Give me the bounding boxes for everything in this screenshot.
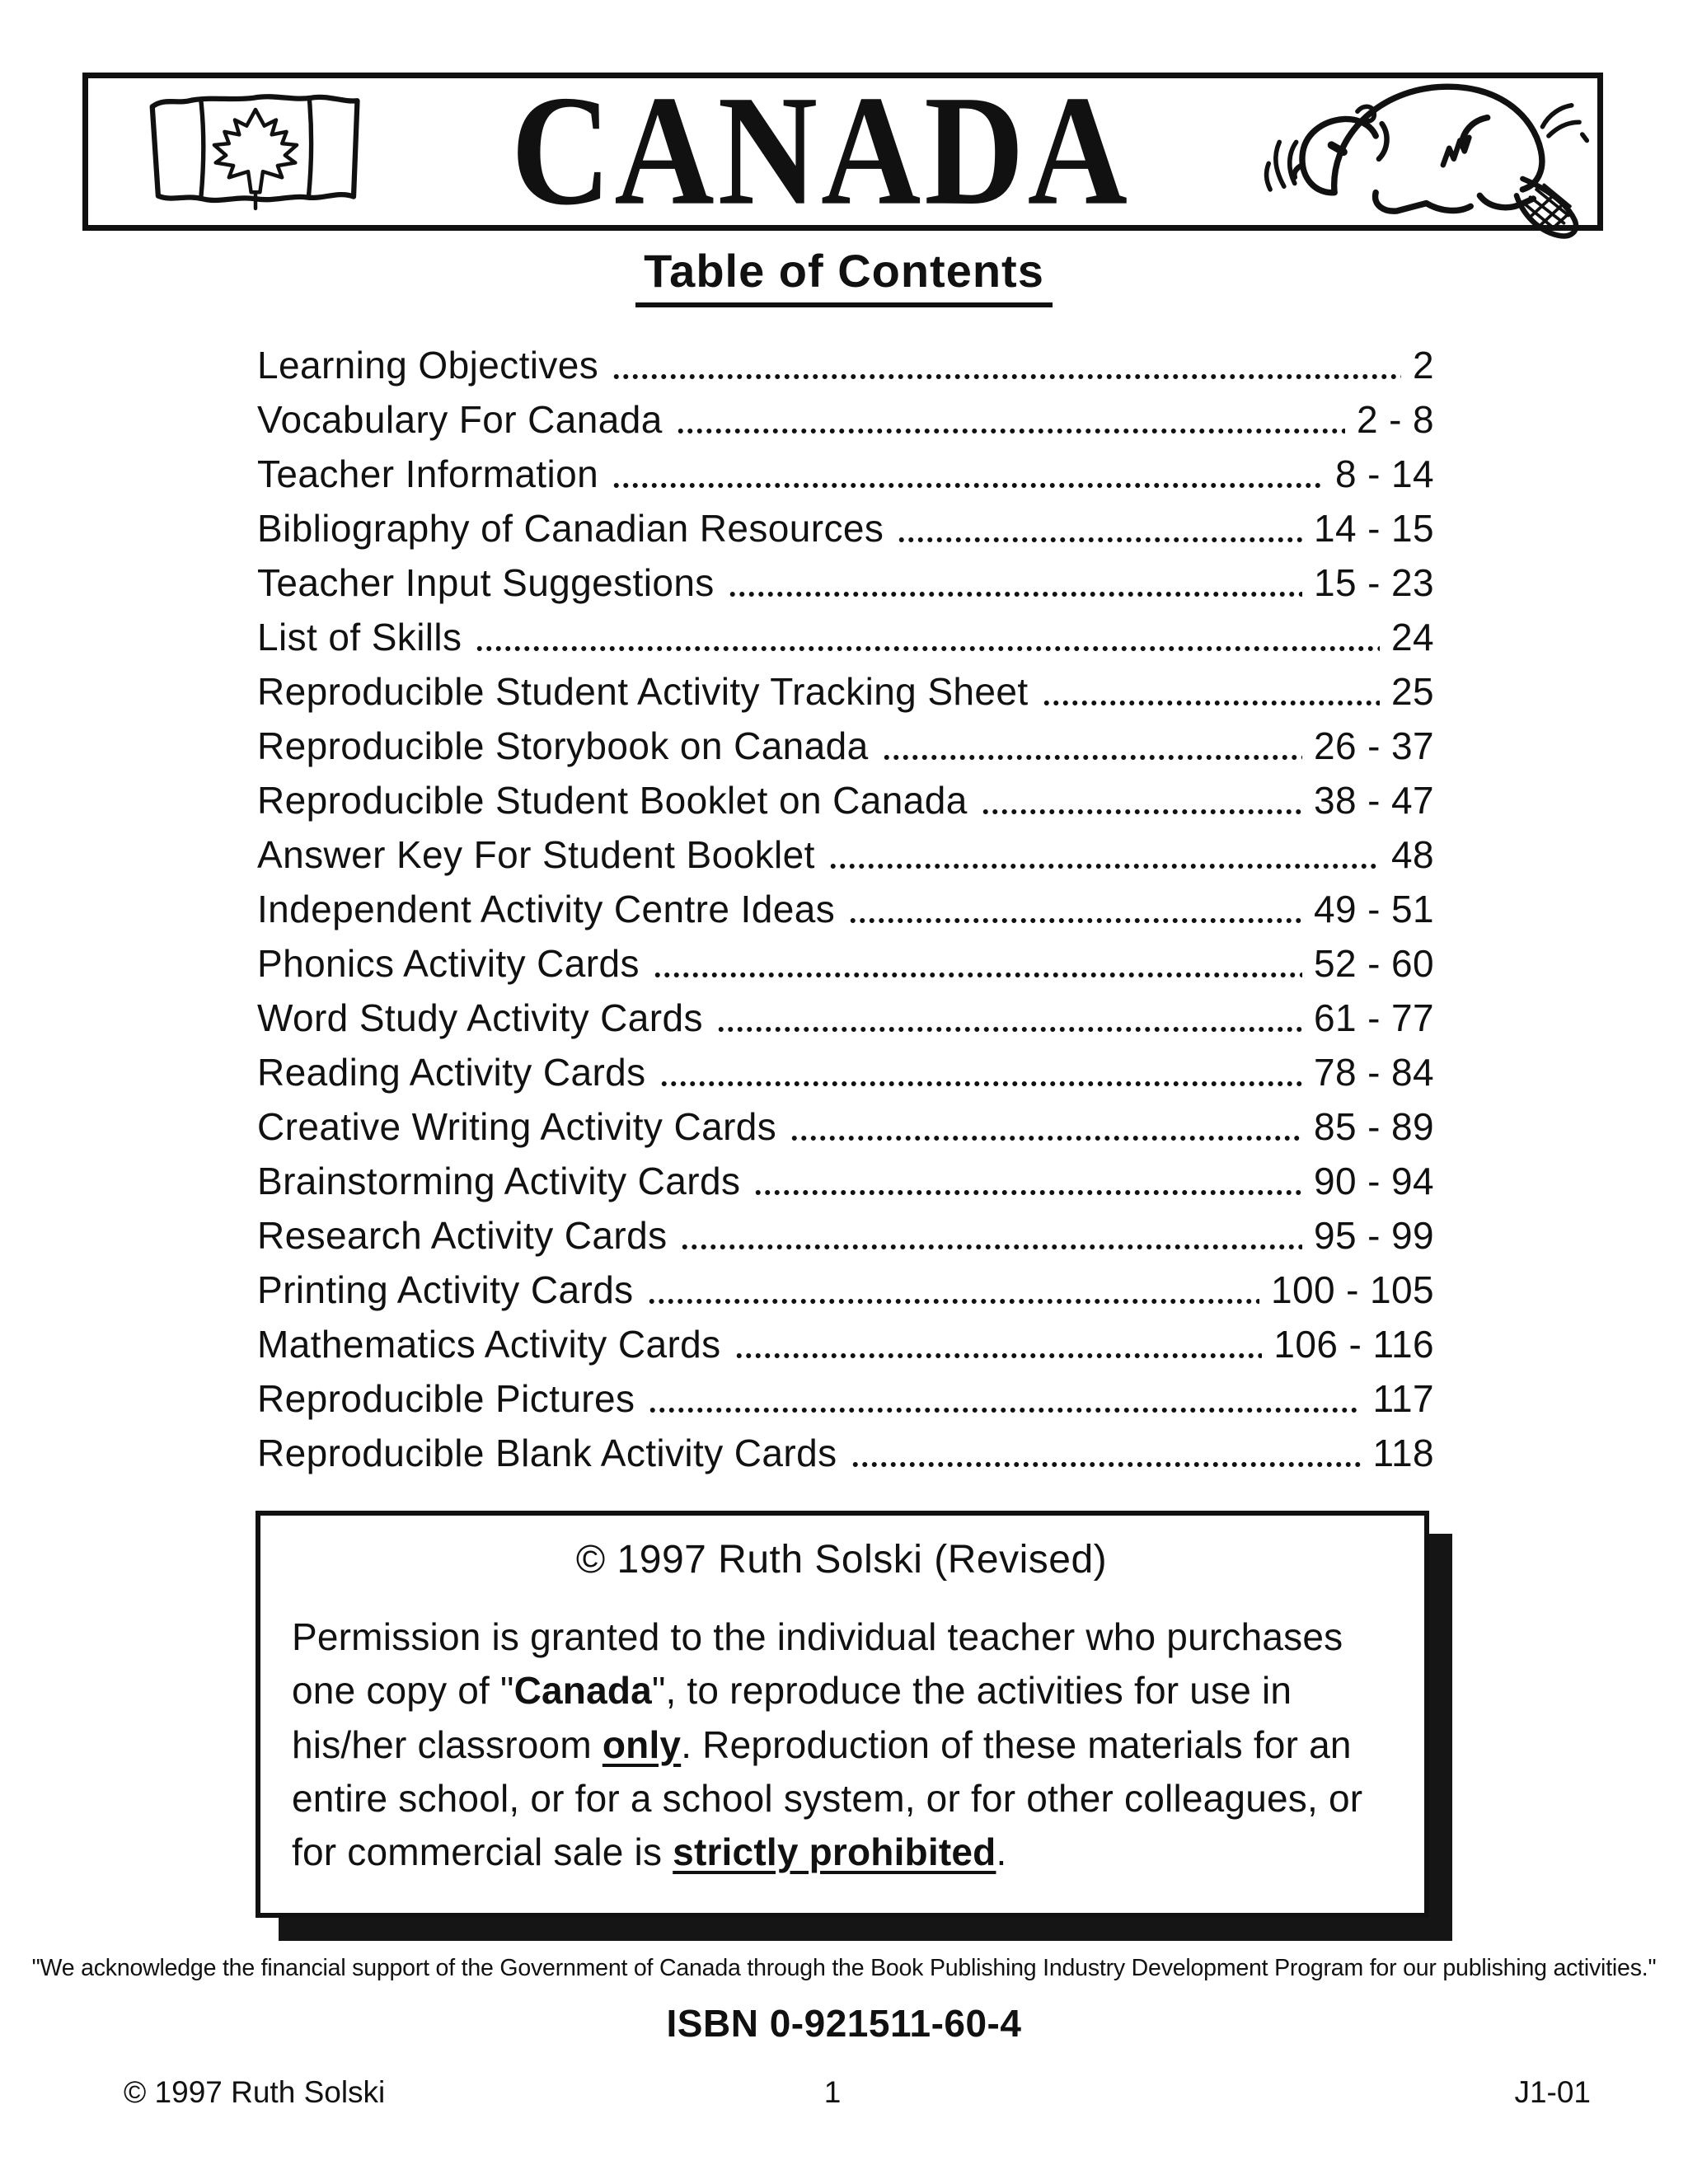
toc-entry-pages: 15 - 23 [1313,561,1434,604]
toc-entry [257,714,1434,768]
toc-entry [257,1312,1434,1366]
toc-entry [257,551,1434,605]
toc-entry-label: Printing Activity Cards [257,1268,634,1311]
beaver-illustration [1259,50,1592,241]
copyright-text-segment: Canada [513,1669,652,1713]
toc-dot-leader [897,536,1302,544]
title-banner [82,63,1603,238]
toc-entry-label: Vocabulary For Canada [257,398,663,441]
copyright-box [256,1511,1429,1918]
toc-dot-leader [653,971,1302,979]
page-title: CANADA [511,63,1131,238]
toc-dot-leader [612,373,1401,381]
toc-entry-pages: 8 - 14 [1334,452,1434,495]
toc-entry-pages: 118 [1372,1432,1434,1474]
toc-entry-label: Reproducible Student Booklet on Canada [257,779,968,822]
isbn-text: ISBN 0-921511-60-4 [666,2002,1022,2045]
copyright-text-segment: . Reproduction of these materials for an entire school, or for a school system, or for other colleagues, or for commercial sale is [292,1722,1363,1874]
toc-entry-pages: 2 - 8 [1356,398,1434,441]
copyright-text-segment: only [602,1722,682,1766]
toc-entry-pages: 90 - 94 [1313,1160,1434,1202]
toc-entry-label: Learning Objectives [257,344,599,387]
toc-entry-label: Teacher Information [257,452,599,495]
toc-dot-leader [648,1406,1361,1414]
toc-entry-label: Reproducible Storybook on Canada [257,724,869,767]
toc-dot-leader [680,1243,1302,1251]
toc-entry-label: Independent Activity Centre Ideas [257,888,836,930]
toc-entry-pages: 100 - 105 [1271,1268,1434,1311]
toc-dot-leader [647,1297,1259,1305]
toc-entry-label: Answer Key For Student Booklet [257,833,815,876]
toc-entry [257,1258,1434,1312]
toc-dot-leader [790,1134,1302,1142]
toc-entry-pages: 38 - 47 [1313,779,1434,822]
toc-entry [257,1094,1434,1149]
toc-entry [257,442,1434,496]
toc-entry-pages: 61 - 77 [1313,996,1434,1039]
toc-entry-pages: 26 - 37 [1313,724,1434,767]
toc-entry-pages: 95 - 99 [1313,1214,1434,1257]
toc-entry-label: Reproducible Student Activity Tracking Sheet [257,670,1029,713]
toc-entry-pages: 117 [1372,1377,1434,1420]
copyright-text-segment: . [996,1830,1007,1874]
toc-entry-pages: 48 [1391,833,1434,876]
toc-entry-label: Creative Writing Activity Cards [257,1105,777,1148]
toc-entry [257,768,1434,823]
toc-entry-pages: 85 - 89 [1313,1105,1434,1148]
toc-entry [257,333,1434,387]
toc-dot-leader [612,481,1324,490]
toc-entry-pages: 106 - 116 [1273,1323,1434,1366]
toc-dot-leader [728,590,1302,598]
footer-code: J1-01 [1514,2075,1591,2109]
page-number: 1 [823,2075,842,2109]
toc-entry [257,1421,1434,1475]
toc-entry-pages: 2 [1413,344,1434,387]
toc-dot-leader [659,1080,1302,1088]
toc-entry [257,1366,1434,1421]
toc-dot-leader [676,427,1345,435]
toc-dot-leader [475,644,1380,653]
toc-entry-label: Word Study Activity Cards [257,996,703,1039]
toc-dot-leader [851,1460,1362,1469]
toc-dot-leader [716,1025,1302,1033]
toc-entry-pages: 25 [1391,670,1434,713]
toc-entry-pages: 52 - 60 [1313,942,1434,985]
toc-entry-pages: 78 - 84 [1313,1051,1434,1094]
canada-flag-illustration [128,82,383,222]
toc-entry [257,877,1434,931]
toc-entry [257,1040,1434,1094]
section-heading-text: Table of Contents [635,244,1053,307]
toc-entry-label: Phonics Activity Cards [257,942,640,985]
toc-entry-label: Bibliography of Canadian Resources [257,507,884,550]
footer-copyright: © 1997 Ruth Solski [124,2075,386,2109]
copyright-text-segment: Permission is granted to the individual teacher who purchases one copy of " [292,1615,1343,1713]
toc-dot-leader [753,1188,1302,1197]
toc-entry [257,387,1434,442]
copyright-paragraph [292,1610,1372,1880]
toc-entry-label: Reproducible Blank Activity Cards [257,1432,837,1474]
toc-entry-label: List of Skills [257,616,462,658]
section-heading [0,244,1688,307]
toc-dot-leader [1042,699,1380,707]
toc-dot-leader [981,808,1302,816]
copyright-text-segment: ", to reproduce the activities for use in his/her classroom [292,1669,1292,1766]
toc-entry-label: Research Activity Cards [257,1214,668,1257]
toc-entry-pages: 14 - 15 [1313,507,1434,550]
toc-entry [257,496,1434,551]
toc-entry-label: Reproducible Pictures [257,1377,635,1420]
toc-dot-leader [828,862,1380,870]
toc-entry [257,605,1434,659]
toc-entry-label: Brainstorming Activity Cards [257,1160,741,1202]
toc-entry-label: Teacher Input Suggestions [257,561,715,604]
copyright-title: © 1997 Ruth Solski (Revised) [575,1538,1108,1582]
toc-entry [257,823,1434,877]
toc-entry-label: Mathematics Activity Cards [257,1323,721,1366]
toc-list [257,333,1434,1475]
copyright-text-segment: strictly prohibited [673,1830,996,1874]
toc-dot-leader [734,1352,1263,1360]
toc-dot-leader [848,916,1302,925]
toc-entry [257,1149,1434,1203]
toc-entry [257,986,1434,1040]
toc-dot-leader [882,753,1302,762]
toc-entry-label: Reading Activity Cards [257,1051,646,1094]
toc-entry [257,659,1434,714]
acknowledgment-text: "We acknowledge the financial support of the Government of Canada through the Book Publishing Industry Development Program for our publishing activities." [31,1955,1657,1981]
toc-entry [257,931,1434,986]
toc-entry-pages: 24 [1391,616,1434,658]
toc-entry [257,1203,1434,1258]
toc-entry-pages: 49 - 51 [1313,888,1434,930]
